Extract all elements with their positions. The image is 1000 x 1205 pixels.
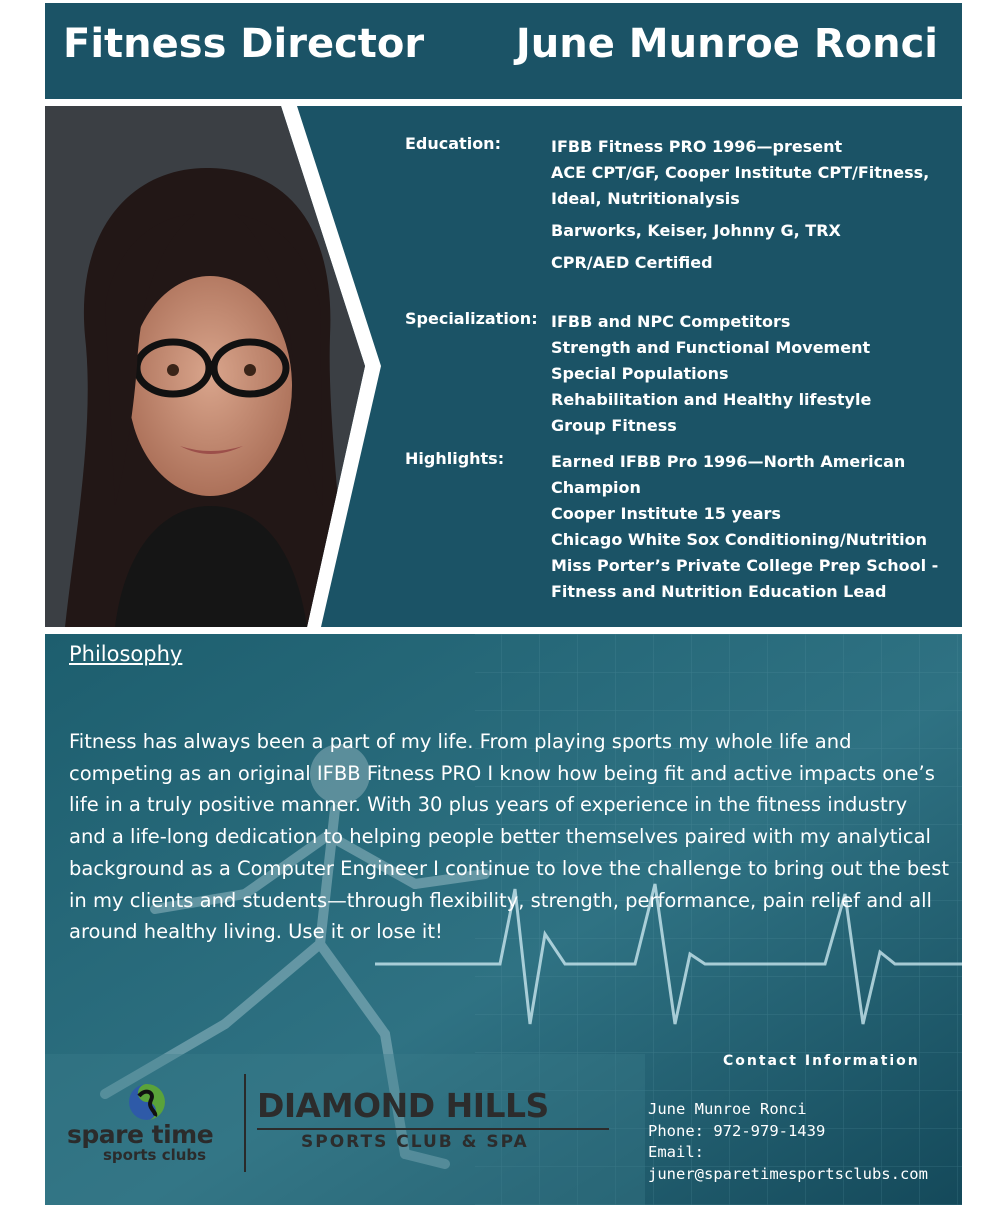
header-bar [45, 3, 962, 99]
education-item: Barworks, Keiser, Johnny G, TRX [551, 221, 841, 240]
logo-divider [244, 1074, 246, 1172]
specialization-item: IFBB and NPC Competitors [551, 312, 791, 331]
education-item: IFBB Fitness PRO 1996—present [551, 137, 843, 156]
philosophy-panel [45, 634, 962, 1205]
highlights-label: Highlights: [405, 449, 505, 468]
contact-heading: Contact Information [723, 1053, 920, 1069]
highlight-item: Cooper Institute 15 years [551, 504, 781, 523]
highlight-item: Chicago White Sox Conditioning/Nutrition [551, 530, 927, 549]
contact-phone: Phone: 972-979-1439 [648, 1121, 826, 1140]
spare-time-subtitle: sports clubs [103, 1146, 207, 1164]
diamond-hills-logo [257, 1086, 627, 1156]
highlight-item: Earned IFBB Pro 1996—North American [551, 452, 906, 471]
spare-time-emblem-icon [125, 1082, 169, 1122]
philosophy-text: Fitness has always been a part of my life. From playing sports my whole life and competing as an original IFBB Fitness PRO I know how being fit and active impacts one’s life in a truly positive manner. With 30 plus years of experience in the fitness industry and a life-long dedication to helping people better themselves paired with my analytical background as a Computer Engineer I continue to love the challenge to bring out the best in my clients and students—through flexibility, strength, performance, pain relief and all around healthy living. Use it or lose it! [69, 730, 949, 944]
specialization-item: Rehabilitation and Healthy lifestyle [551, 390, 872, 409]
education-label: Education: [405, 134, 501, 153]
philosophy-title: Philosophy [69, 642, 183, 666]
job-title: Fitness Director [63, 21, 425, 67]
spare-time-wordmark: spare time [67, 1120, 214, 1149]
flyer-page [45, 0, 962, 1205]
education-item: CPR/AED Certified [551, 253, 713, 272]
highlight-item: Miss Porter’s Private College Prep School - [551, 556, 939, 575]
education-item: Ideal, Nutritionalysis [551, 189, 740, 208]
contact-block [648, 1099, 928, 1185]
spare-time-logo [63, 1082, 233, 1172]
specialization-item: Strength and Functional Movement [551, 338, 871, 357]
contact-name: June Munroe Ronci [648, 1100, 807, 1118]
highlight-item: Fitness and Nutrition Education Lead [551, 582, 887, 601]
education-item: ACE CPT/GF, Cooper Institute CPT/Fitness, [551, 163, 930, 182]
portrait-photo [45, 106, 385, 627]
contact-email[interactable]: juner@sparetimesportsclubs.com [648, 1164, 928, 1183]
specialization-item: Group Fitness [551, 416, 677, 435]
specialization-item: Special Populations [551, 364, 729, 383]
diamond-hills-rule [257, 1128, 609, 1130]
specialization-label: Specialization: [405, 309, 538, 328]
profile-band [45, 106, 962, 627]
contact-email-label: Email: [648, 1143, 704, 1161]
diamond-hills-wordmark: DIAMOND HILLS [257, 1086, 549, 1125]
person-name: June Munroe Ronci [515, 21, 938, 67]
diamond-hills-subtitle: SPORTS CLUB & SPA [301, 1132, 529, 1152]
highlight-item: Champion [551, 478, 641, 497]
